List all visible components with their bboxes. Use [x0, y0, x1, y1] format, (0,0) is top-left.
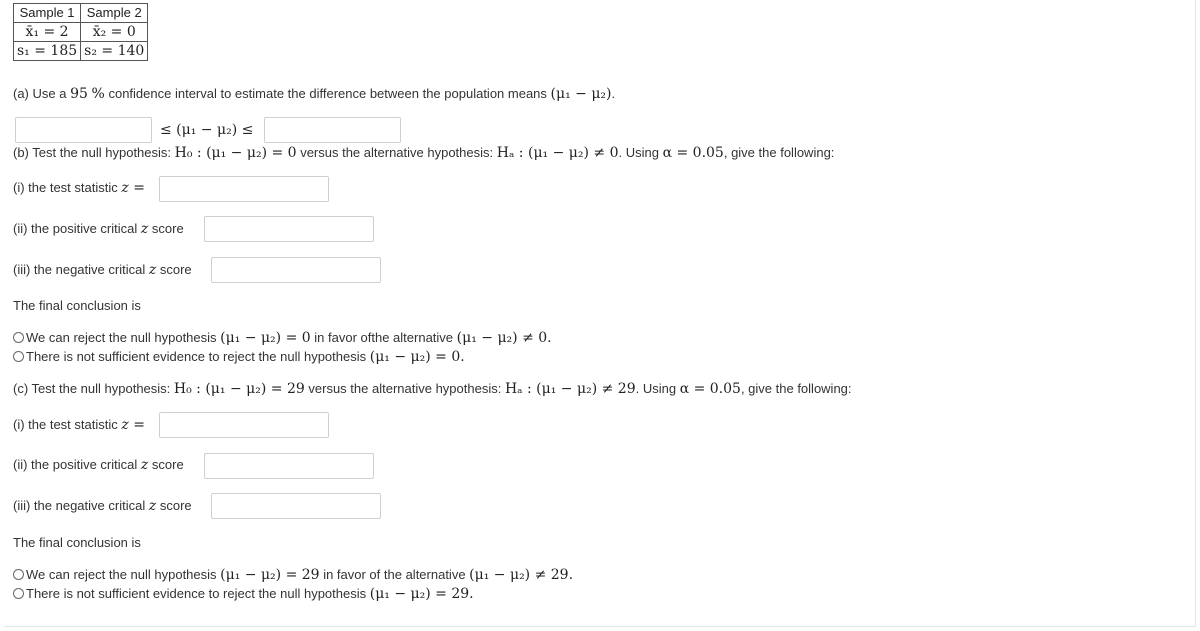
alpha-value: α = 0.05 — [679, 381, 741, 397]
table-row — [14, 23, 148, 42]
b-negative-critical-label: (iii) the negative critical z score — [13, 262, 192, 278]
table-cell: x̄₂ = 0 — [81, 23, 148, 42]
c-test-statistic-label: (i) the test statistic z = — [13, 417, 145, 433]
c-test-statistic-input[interactable] — [159, 412, 329, 438]
table-row — [14, 42, 148, 61]
table-cell: s₁ = 185 — [14, 42, 81, 61]
table-cell: x̄₁ = 2 — [14, 23, 81, 42]
ci-lower-input[interactable] — [15, 117, 152, 143]
alt-hypothesis: Hₐ : (μ₁ − μ₂) ≠ 0 — [496, 145, 619, 161]
null-hypothesis: H₀ : (μ₁ − μ₂) = 29 — [173, 381, 305, 397]
table-header: Sample 2 — [81, 4, 148, 23]
b-conclusion-option-reject[interactable]: We can reject the null hypothesis (μ₁ − μ₂) = 0 in favor ofthe alternative (μ₁ − μ₂) ≠ 0. — [13, 329, 552, 347]
c-conclusion-option-reject[interactable]: We can reject the null hypothesis (μ₁ − μ₂) = 29 in favor of the alternative (μ₁ − μ₂) ≠ 29. — [13, 566, 573, 584]
c-negative-critical-input[interactable] — [211, 493, 381, 519]
c-conclusion-option-insufficient[interactable]: There is not sufficient evidence to reject the null hypothesis (μ₁ − μ₂) = 29. — [13, 585, 474, 603]
alt-hypothesis: Hₐ : (μ₁ − μ₂) ≠ 29 — [504, 381, 636, 397]
table-cell: s₂ = 140 — [81, 42, 148, 61]
alpha-value: α = 0.05 — [662, 145, 724, 161]
part-c-prompt: (c) Test the null hypothesis: H₀ : (μ₁ − μ₂) = 29 versus the alternative hypothesis: Hₐ : (μ₁ − μ₂) ≠ 29. Using α = 0.05, give the following: — [13, 381, 852, 397]
sample-table — [13, 3, 148, 61]
part-a-prompt: (a) Use a 95 % confidence interval to estimate the difference between the population means (μ₁ − μ₂). — [13, 86, 616, 102]
null-hypothesis: H₀ : (μ₁ − μ₂) = 0 — [174, 145, 297, 161]
radio-button[interactable] — [13, 569, 24, 580]
b-conclusion-heading: The final conclusion is — [13, 298, 141, 313]
ci-upper-input[interactable] — [264, 117, 401, 143]
b-negative-critical-input[interactable] — [211, 257, 381, 283]
b-test-statistic-label: (i) the test statistic z = — [13, 180, 145, 196]
table-header-row — [14, 4, 148, 23]
b-test-statistic-input[interactable] — [159, 176, 329, 202]
radio-button[interactable] — [13, 332, 24, 343]
c-positive-critical-input[interactable] — [204, 453, 374, 479]
c-conclusion-heading: The final conclusion is — [13, 535, 141, 550]
c-negative-critical-label: (iii) the negative critical z score — [13, 498, 192, 514]
part-b-prompt: (b) Test the null hypothesis: H₀ : (μ₁ − μ₂) = 0 versus the alternative hypothesis: Hₐ : (μ₁ − μ₂) ≠ 0. Using α = 0.05, give the following: — [13, 145, 835, 161]
c-positive-critical-label: (ii) the positive critical z score — [13, 457, 184, 473]
b-positive-critical-label: (ii) the positive critical z score — [13, 221, 184, 237]
b-positive-critical-input[interactable] — [204, 216, 374, 242]
radio-button[interactable] — [13, 588, 24, 599]
radio-button[interactable] — [13, 351, 24, 362]
table-header: Sample 1 — [14, 4, 81, 23]
difference-expression: (μ₁ − μ₂) — [550, 86, 612, 102]
confidence-level: 95 — [70, 86, 88, 102]
b-conclusion-option-insufficient[interactable]: There is not sufficient evidence to reject the null hypothesis (μ₁ − μ₂) = 0. — [13, 348, 465, 366]
ci-inequality: ≤ (μ₁ − μ₂) ≤ — [160, 122, 254, 138]
